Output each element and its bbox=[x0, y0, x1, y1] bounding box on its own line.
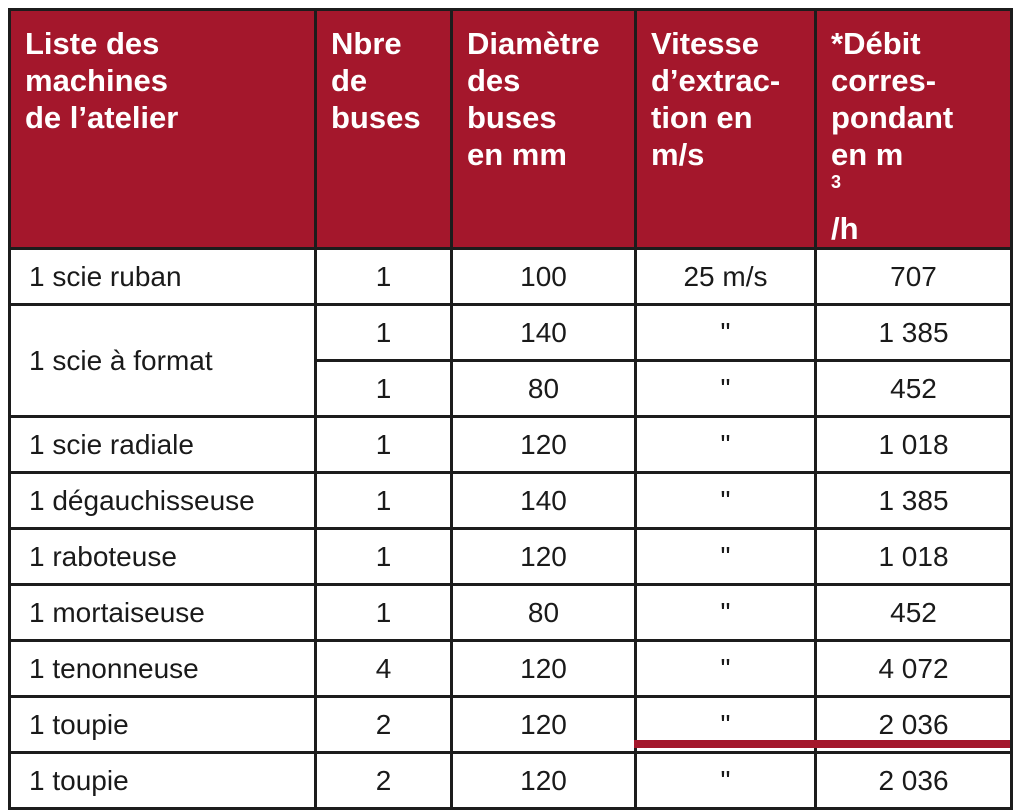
cell-debit: 2 036 bbox=[816, 697, 1012, 753]
cell-machine: 1 dégauchisseuse bbox=[10, 473, 316, 529]
table-row bbox=[10, 585, 1012, 641]
cell-vitesse: " bbox=[636, 753, 816, 809]
cell-diametre: 140 bbox=[452, 305, 636, 361]
cell-vitesse: " bbox=[636, 361, 816, 417]
cell-vitesse: " bbox=[636, 529, 816, 585]
cell-debit: 1 018 bbox=[816, 529, 1012, 585]
cell-buses: 1 bbox=[316, 361, 452, 417]
cell-diametre: 80 bbox=[452, 585, 636, 641]
cell-debit: 1 018 bbox=[816, 417, 1012, 473]
cell-vitesse: " bbox=[636, 641, 816, 697]
header-debit: *Débit corres- pondant en m $^3$ /h bbox=[816, 10, 1012, 249]
cell-machine: 1 scie radiale bbox=[10, 417, 316, 473]
cell-debit: 1 385 bbox=[816, 305, 1012, 361]
header-row bbox=[10, 10, 1012, 249]
cell-buses: 2 bbox=[316, 697, 452, 753]
header-vitesse: Vitesse d’extrac- tion en m/s bbox=[636, 10, 816, 249]
machines-table bbox=[8, 8, 1013, 810]
cell-machine: 1 scie à format bbox=[10, 305, 316, 417]
cell-buses: 1 bbox=[316, 529, 452, 585]
cell-vitesse: 25 m/s bbox=[636, 249, 816, 305]
cell-diametre: 100 bbox=[452, 249, 636, 305]
table-row bbox=[10, 641, 1012, 697]
cell-debit: 452 bbox=[816, 361, 1012, 417]
table-row bbox=[10, 473, 1012, 529]
table-row bbox=[10, 305, 1012, 361]
cell-debit: 1 385 bbox=[816, 473, 1012, 529]
cell-diametre: 140 bbox=[452, 473, 636, 529]
cell-buses: 1 bbox=[316, 473, 452, 529]
cell-debit: 707 bbox=[816, 249, 1012, 305]
cell-diametre: 80 bbox=[452, 361, 636, 417]
cell-buses: 1 bbox=[316, 417, 452, 473]
table-row bbox=[10, 417, 1012, 473]
cell-machine: 1 raboteuse bbox=[10, 529, 316, 585]
cell-debit: 4 072 bbox=[816, 641, 1012, 697]
cell-vitesse: " bbox=[636, 473, 816, 529]
cell-buses: 4 bbox=[316, 641, 452, 697]
cell-debit: 2 036 bbox=[816, 753, 1012, 809]
table-row bbox=[10, 753, 1012, 809]
table-row bbox=[10, 529, 1012, 585]
cell-diametre: 120 bbox=[452, 529, 636, 585]
cell-vitesse: " bbox=[636, 697, 816, 753]
header-diametre: Diamètre des buses en mm bbox=[452, 10, 636, 249]
cell-vitesse: " bbox=[636, 417, 816, 473]
cell-machine: 1 toupie bbox=[10, 753, 316, 809]
cell-diametre: 120 bbox=[452, 753, 636, 809]
cell-machine: 1 scie ruban bbox=[10, 249, 316, 305]
cell-buses: 1 bbox=[316, 585, 452, 641]
cell-buses: 2 bbox=[316, 753, 452, 809]
cell-machine: 1 tenonneuse bbox=[10, 641, 316, 697]
cell-machine: 1 toupie bbox=[10, 697, 316, 753]
cell-buses: 1 bbox=[316, 249, 452, 305]
cell-debit: 452 bbox=[816, 585, 1012, 641]
cell-vitesse: " bbox=[636, 305, 816, 361]
table-row bbox=[10, 249, 1012, 305]
cell-diametre: 120 bbox=[452, 641, 636, 697]
header-nbre-buses: Nbre de buses bbox=[316, 10, 452, 249]
cell-buses: 1 bbox=[316, 305, 452, 361]
cell-diametre: 120 bbox=[452, 697, 636, 753]
cell-machine: 1 mortaiseuse bbox=[10, 585, 316, 641]
header-machines: Liste des machines de l’atelier bbox=[10, 10, 316, 249]
cell-vitesse: " bbox=[636, 585, 816, 641]
cell-diametre: 120 bbox=[452, 417, 636, 473]
decorative-bar bbox=[634, 740, 1010, 748]
